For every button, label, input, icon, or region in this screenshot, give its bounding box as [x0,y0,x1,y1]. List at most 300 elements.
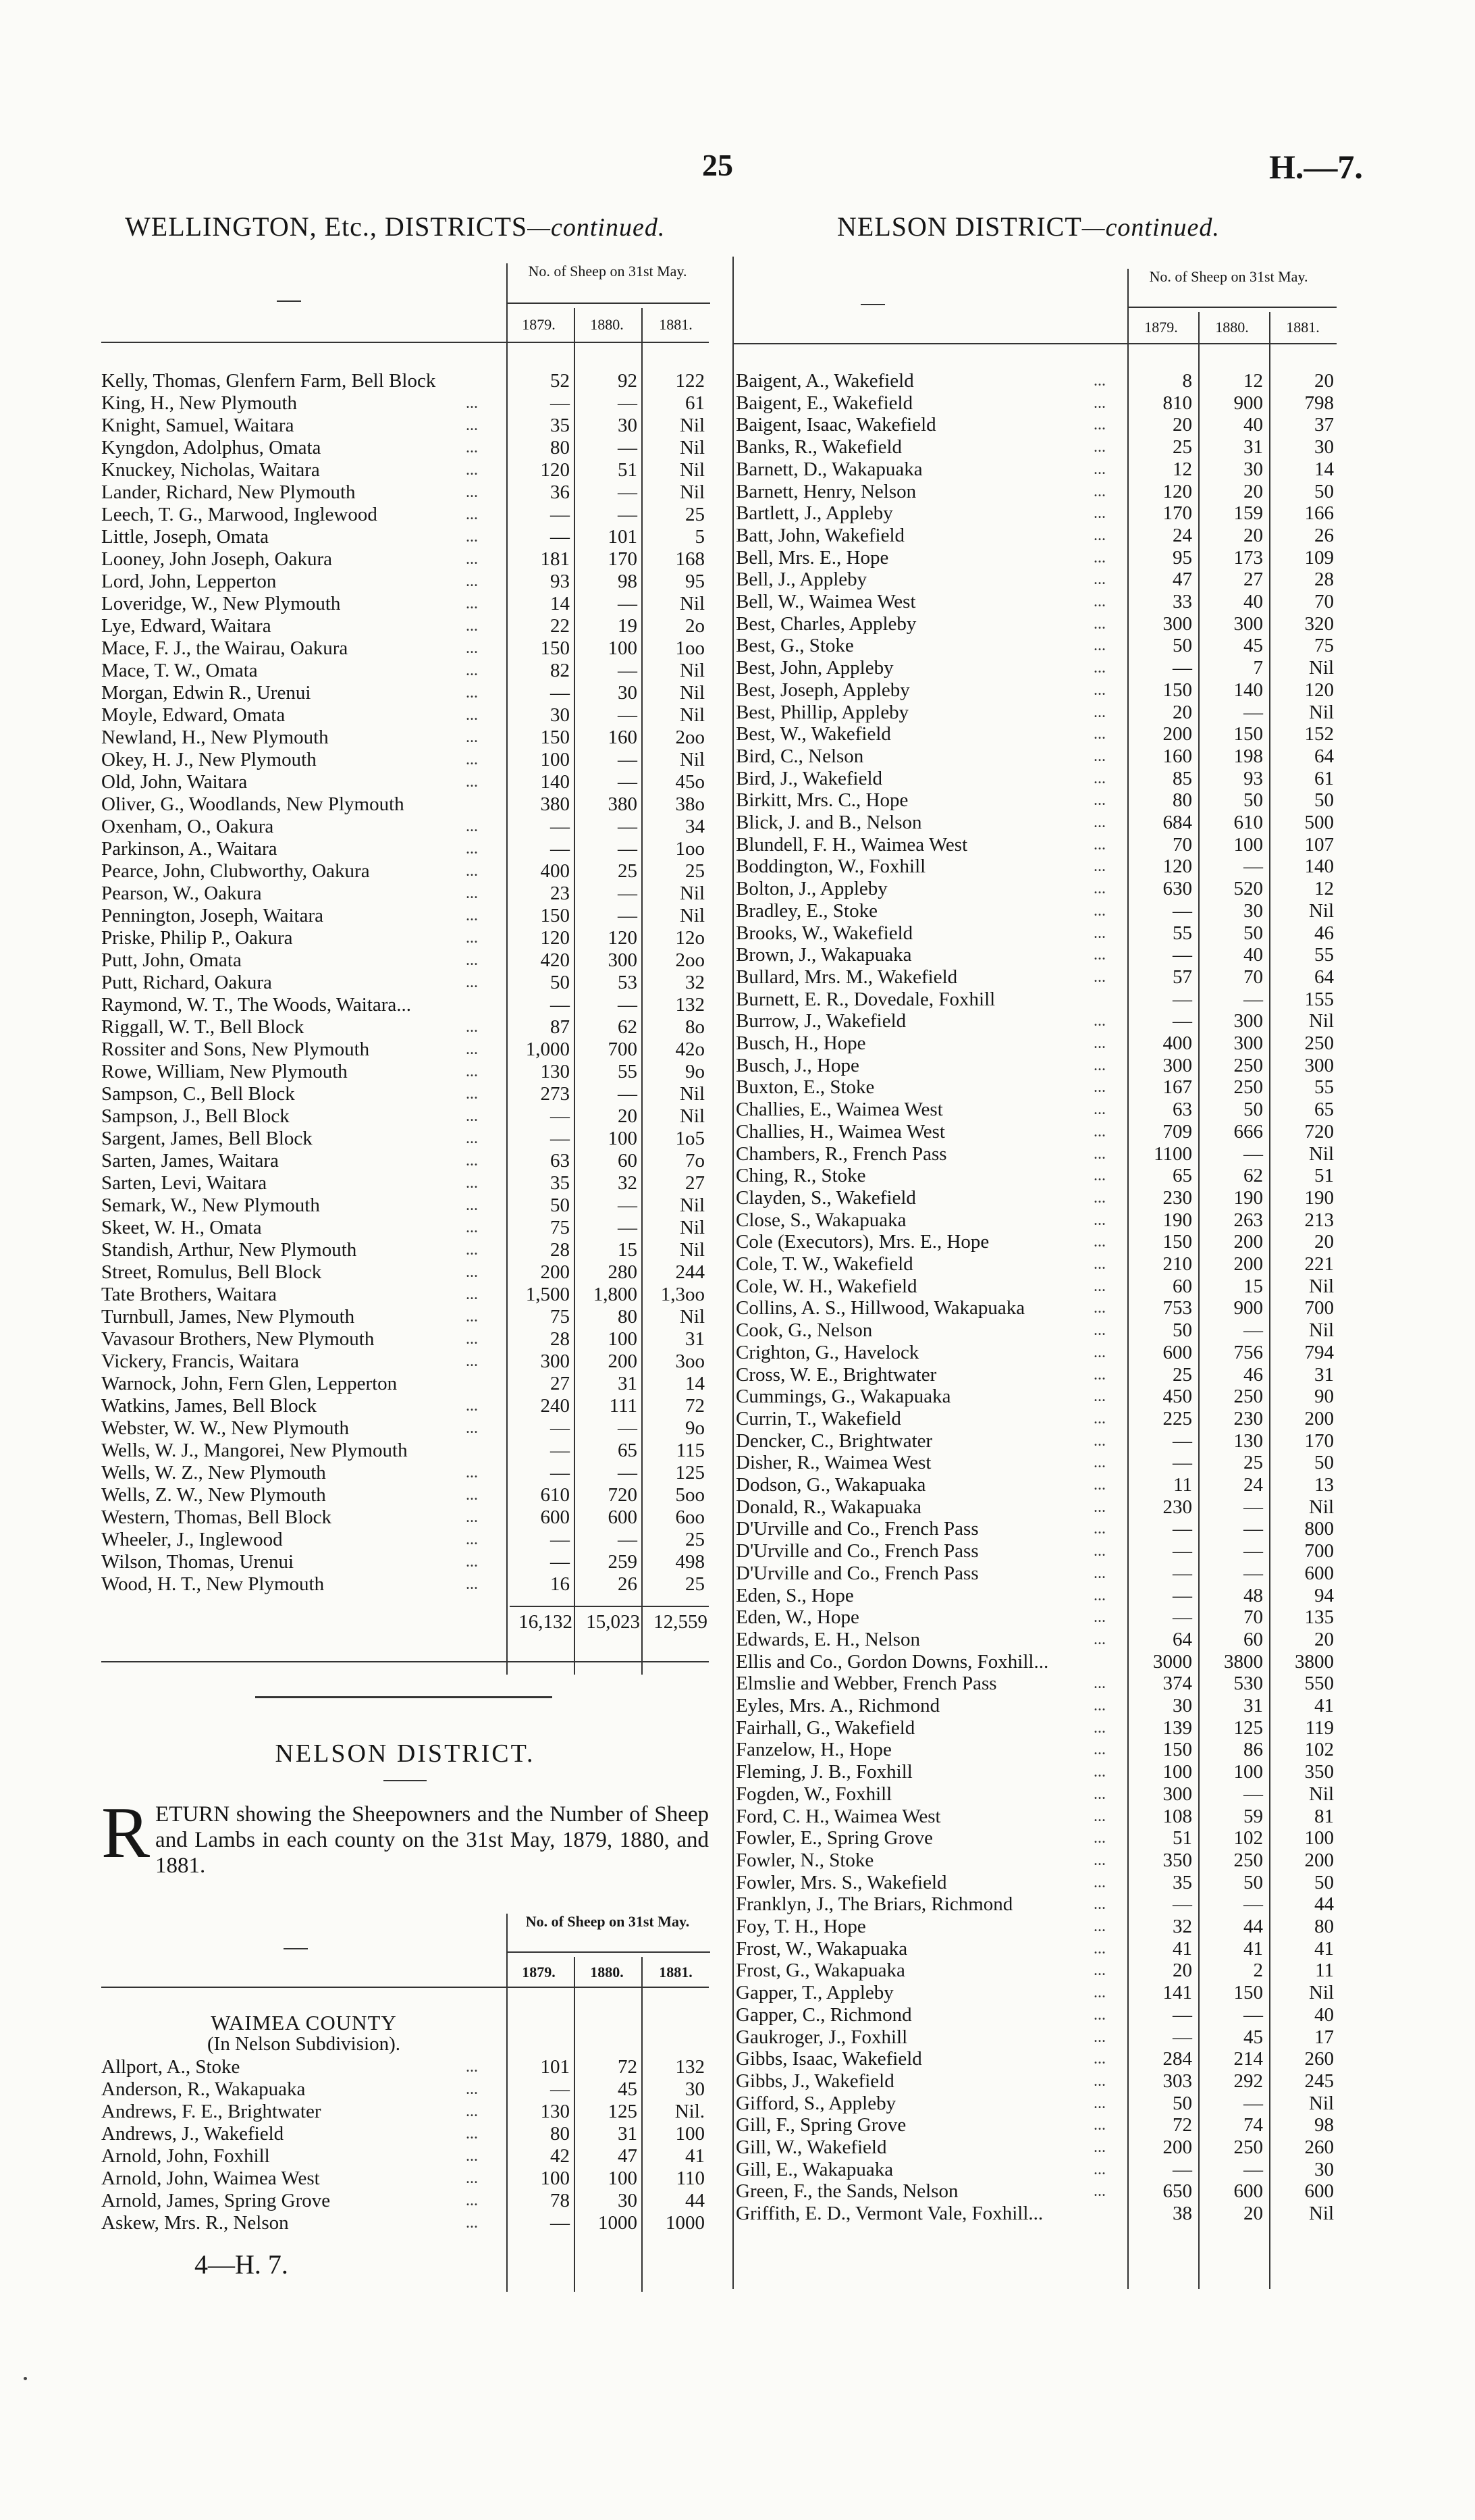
sheep-count-1881: 109 [1304,546,1334,569]
owner-name: Lord, John, Lepperton [101,571,277,592]
wellington-col-header: No. of Sheep on 31st May. [528,263,687,280]
sheep-count-1881: 720 [1304,1120,1334,1143]
wellington-heading-suffix: —continued. [527,213,666,242]
print-speck [24,2377,27,2380]
sheep-count-1879: 72 [1173,2114,1192,2136]
owner-name: Knuckey, Nicholas, Waitara [101,459,320,481]
table-row [101,949,709,972]
sheep-count-1881: Nil [1308,1143,1334,1165]
sheep-count-1881: 70 [1314,591,1334,612]
sheep-count-1881: 25 [685,504,705,525]
sheep-count-1880: 280 [608,1261,637,1283]
leader-dots: ... [1094,1785,1106,1803]
sheep-count-1880: 150 [1233,723,1263,745]
owner-name: Watkins, James, Bell Block [101,1395,317,1417]
sheep-count-1881: 30 [1314,436,1334,458]
owner-name: Best, Phillip, Appleby [736,701,909,723]
sheep-count-1879: 50 [1173,1319,1192,1342]
owner-name: Pennington, Joseph, Waitara [101,905,323,926]
sheep-count-1880: 150 [1233,1982,1263,2004]
sheep-count-1879: — [550,1417,570,1439]
sheep-count-1879: 300 [1162,1783,1192,1805]
sheep-count-1879: 450 [1162,1386,1192,1408]
sheep-count-1879: — [1173,1429,1192,1452]
sheep-count-1881: 30 [1314,2158,1334,2180]
owner-name: Wells, W. J., Mangorei, New Plymouth [101,1440,408,1461]
sheep-count-1880: — [618,749,637,770]
table-row [736,2026,1337,2049]
owner-name: Gibbs, Isaac, Wakefield [736,2048,922,2070]
leader-dots: ... [466,1241,478,1259]
table-row [736,1518,1337,1540]
sheep-count-1880: 50 [1243,1871,1263,1893]
sheep-count-1881: Nil [679,883,705,904]
sheep-count-1879: 23 [550,883,570,904]
owner-name: Collins, A. S., Hillwood, Wakapuaka [736,1297,1025,1319]
table-row [736,989,1337,1011]
table-row [736,1231,1337,1253]
owner-name: Andrews, J., Wakefield [101,2123,284,2145]
sheep-count-1881: 115 [676,1440,705,1461]
sheep-count-1879: — [550,682,570,704]
sheep-count-1880: 2 [1253,1960,1263,1982]
sheep-count-1879: 600 [1162,1341,1192,1363]
owner-name: Barnett, D., Wakapuaka [736,458,923,480]
sheep-count-1880: — [618,704,637,726]
owner-name: Cummings, G., Wakapuaka [736,1386,951,1408]
owner-name: Dodson, G., Wakapuaka [736,1474,926,1496]
footer-mark: 4—H. 7. [194,2249,288,2280]
sheep-count-1880: 48 [1243,1584,1263,1606]
sheep-count-1879: 20 [1173,701,1192,723]
sheep-count-1881: Nil [679,682,705,704]
sheep-count-1880: — [1243,988,1263,1010]
table-row [101,771,709,793]
nelson-intro-year-1881: 1881. [659,1964,693,1980]
leader-dots: ... [1094,1829,1106,1847]
table-row [736,1386,1337,1408]
leader-dots: ... [1094,504,1106,523]
table-row [736,1408,1337,1430]
sheep-count-1881: 41 [1314,1937,1334,1960]
sheep-count-1879: 200 [1162,723,1192,745]
sheep-count-1879: — [550,392,570,414]
leader-dots: ... [1094,1454,1106,1472]
sheep-count-1879: 35 [1173,1871,1192,1893]
sheep-count-1880: 93 [1243,767,1263,789]
leader-dots: ... [466,773,478,791]
table-row [736,768,1337,790]
table-row [101,1016,709,1039]
sheep-count-1879: 87 [550,1016,570,1038]
sheep-count-1879: 400 [540,860,570,882]
nelson-cont-col-header: No. of Sheep on 31st May. [1149,268,1308,285]
sheep-count-1881: 2oo [675,727,705,748]
table-row [736,966,1337,989]
sheep-count-1881: 100 [675,2123,705,2145]
sheep-count-1879: 35 [550,415,570,436]
sheep-count-1879: — [550,1462,570,1484]
sheep-count-1881: 28 [1314,569,1334,591]
sheep-count-1879: 50 [1173,2092,1192,2114]
wellington-heading [125,211,665,242]
table-row [736,1452,1337,1474]
sheep-count-1879: 380 [540,793,570,815]
table-row [736,1010,1337,1032]
sheep-count-1880: 45 [618,2078,637,2100]
sheep-count-1880: 111 [609,1395,637,1417]
column-divider [732,257,734,2289]
sheep-count-1881: 31 [685,1328,705,1350]
owner-name: Ching, R., Stoke [736,1165,866,1187]
table-row [736,481,1337,503]
owner-name: Oliver, G., Woodlands, New Plymouth [101,793,404,815]
leader-dots: ... [466,528,478,546]
sheep-count-1880: 300 [1233,612,1263,635]
table-row [101,927,709,949]
sheep-count-1881: 7o [685,1150,705,1172]
owner-name: Baigent, Isaac, Wakefield [736,414,936,436]
leader-dots: ... [1094,460,1106,478]
sheep-count-1879: 63 [550,1150,570,1172]
leader-dots: ... [1094,1056,1106,1074]
leader-dots: ... [466,862,478,880]
sheep-count-1881: Nil [679,1105,705,1127]
sheep-count-1879: 303 [1162,2070,1192,2092]
owner-name: Moyle, Edward, Omata [101,704,286,726]
table-row [736,944,1337,966]
table-row [736,2093,1337,2115]
table-row [101,1039,709,1061]
sheep-count-1881: 20 [1314,370,1334,392]
table-row [736,1629,1337,1651]
table-row [101,415,709,437]
sheep-count-1880: — [1243,1496,1263,1518]
owner-name: Semark, W., New Plymouth [101,1195,320,1216]
sheep-count-1881: Nil [679,1083,705,1105]
owner-name: Parkinson, A., Waitara [101,838,277,860]
table-row [736,878,1337,900]
sheep-count-1880: 31 [618,2123,637,2145]
sheep-count-1881: Nil [679,1195,705,1216]
leader-dots: ... [466,840,478,858]
return-text: ETURN showing the Sheepowners and the Number of Sheep and Lambs in each county on the 31st May, 1879, 1880, and 1881. [155,1802,709,1878]
sheep-count-1881: 27 [685,1172,705,1194]
sheep-count-1879: 51 [1173,1827,1192,1849]
sheep-count-1880: 214 [1233,2048,1263,2070]
leader-dots: ... [466,1018,478,1036]
sheep-count-1881: Nil [1308,1982,1334,2004]
sheep-count-1881: 125 [675,1462,705,1484]
sheep-count-1881: 1000 [666,2212,705,2234]
sheep-count-1879: 150 [540,905,570,926]
table-row [101,637,709,660]
sheep-count-1881: 25 [685,1529,705,1550]
sheep-count-1879: 284 [1162,2048,1192,2070]
sheep-count-1880: 46 [1243,1363,1263,1386]
sheep-count-1881: 55 [1314,1076,1334,1099]
sheep-count-1879: 684 [1162,812,1192,833]
owner-name: Warnock, John, Fern Glen, Lepperton [101,1373,398,1394]
table-row [101,1105,709,1128]
leader-dots: ... [1094,791,1106,810]
sheep-count-1881: 3800 [1295,1650,1334,1673]
sheep-count-1880: 80 [618,1306,637,1328]
page-number: 25 [702,148,733,182]
leader-dots: ... [1094,968,1106,986]
table-row [101,1195,709,1217]
owner-name: Vavasour Brothers, New Plymouth [101,1328,375,1350]
owner-name: Fleming, J. B., Foxhill [736,1761,913,1783]
sheep-count-1879: 160 [1162,745,1192,767]
table-row [736,702,1337,724]
owner-name: Busch, H., Hope [736,1032,866,1054]
sheep-count-1879: 600 [540,1506,570,1528]
table-row [101,972,709,994]
sheep-count-1880: 25 [1243,1452,1263,1474]
table-row [736,2114,1337,2136]
sheep-count-1881: 140 [1304,856,1334,878]
leader-dots: ... [1094,1873,1106,1891]
sheep-count-1880: 263 [1233,1209,1263,1231]
sheep-count-1880: 610 [1233,812,1263,833]
sheep-count-1881: 798 [1304,392,1334,414]
sheep-count-1880: 259 [608,1551,637,1573]
sheep-count-1881: 170 [1304,1429,1334,1452]
sheep-count-1879: 709 [1162,1120,1192,1143]
sheep-count-1881: 600 [1304,2180,1334,2203]
owner-name: King, H., New Plymouth [101,392,297,414]
sheep-count-1879: 57 [1173,966,1192,988]
leader-dots: ... [1094,2182,1106,2201]
sheep-count-1879: 100 [540,749,570,770]
table-row [736,1827,1337,1849]
sheep-count-1879: 374 [1162,1673,1192,1695]
sheep-count-1881: 5 [695,526,705,548]
nelson-intro-year-1880: 1880. [590,1964,624,1980]
sheep-count-1879: — [1173,2026,1192,2048]
sheep-count-1880: 230 [1233,1407,1263,1429]
sheep-count-1880: — [1243,1783,1263,1805]
table-row [736,1806,1337,1828]
sheep-count-1881: Nil [679,1239,705,1261]
sheep-count-1879: — [1173,1893,1192,1916]
table-row [736,679,1337,702]
sheep-count-1880: 15 [618,1239,637,1261]
sheep-count-1880: 120 [608,927,637,949]
leader-dots: ... [1094,681,1106,699]
leader-dots: ... [1094,747,1106,765]
sheep-count-1880: 50 [1243,1099,1263,1121]
sheep-count-1879: 82 [550,660,570,681]
sheep-count-1880: 666 [1233,1120,1263,1143]
table-row [101,682,709,704]
sheep-count-1881: 155 [1304,988,1334,1010]
sheep-count-1880: 900 [1233,392,1263,414]
leader-dots: ... [1094,1034,1106,1052]
sheep-count-1879: 141 [1162,1982,1192,2004]
table-row [736,1916,1337,1938]
sheep-count-1879: 120 [1162,856,1192,878]
sheep-count-1880: 15 [1243,1275,1263,1297]
table-row [736,547,1337,569]
sheep-count-1880: 292 [1233,2070,1263,2092]
table-row [736,1496,1337,1519]
wellington-total-rule [510,1606,709,1607]
owner-name: Best, G., Stoke [736,635,854,657]
sheep-count-1880: 300 [1233,1010,1263,1032]
sheep-count-1880: 3800 [1224,1650,1263,1673]
sheep-count-1879: — [1173,1606,1192,1629]
sheep-count-1880: 173 [1233,546,1263,569]
owner-name: Cole, W. H., Wakefield [736,1275,917,1297]
leader-dots: ... [466,885,478,902]
leader-dots: ... [1094,372,1106,390]
table-row [101,1172,709,1195]
sheep-count-1880: 100 [608,1328,637,1350]
sheep-count-1881: 98 [1314,2114,1334,2136]
nelson-intro-col-header: No. of Sheep on 31st May. [525,1913,690,1930]
sheep-count-1879: — [550,1105,570,1127]
leader-dots: ... [1094,1608,1106,1627]
leader-dots: ... [466,1197,478,1214]
sheep-count-1880: — [618,481,637,503]
leader-dots: ... [466,2080,478,2098]
table-row [736,2159,1337,2181]
sheep-count-1880: 32 [618,1172,637,1194]
leader-dots: ... [1094,924,1106,942]
leader-dots: ... [1094,1542,1106,1560]
owner-name: Wheeler, J., Inglewood [101,1529,283,1550]
owner-name: Turnbull, James, New Plymouth [101,1306,355,1328]
document-reference: H.—7. [1269,148,1363,186]
sheep-count-1880: 20 [618,1105,637,1127]
sheep-count-1881: 213 [1304,1209,1334,1231]
owner-name: Putt, John, Omata [101,949,242,971]
owner-name: Bolton, J., Appleby [736,878,888,900]
owner-name: Kelly, Thomas, Glenfern Farm, Bell Block [101,370,436,392]
sheep-count-1880: 1,800 [593,1284,637,1305]
sheep-count-1880: — [618,1529,637,1550]
sheep-count-1880: 20 [1243,480,1263,502]
sheep-count-1880: — [1243,1540,1263,1563]
sheep-count-1881: 34 [685,816,705,837]
sheep-count-1881: 30 [685,2078,705,2100]
sheep-count-1881: 132 [675,994,705,1016]
sheep-count-1880: 159 [1233,502,1263,525]
sheep-count-1880: 47 [618,2145,637,2167]
sheep-count-1879: 273 [540,1083,570,1105]
sheep-count-1881: 20 [1314,1628,1334,1650]
nelson-title-rule [383,1780,427,1781]
sheep-count-1881: 2o [685,615,705,637]
owner-name: Arnold, John, Waimea West [101,2168,320,2189]
leader-dots: ... [1094,1741,1106,1759]
sheep-count-1879: 150 [1162,1231,1192,1253]
sheep-count-1881: 250 [1304,1032,1334,1054]
sheep-count-1879: — [1173,2003,1192,2026]
sheep-count-1880: 125 [608,2101,637,2122]
sheep-count-1881: 61 [1314,767,1334,789]
table-row [736,1165,1337,1187]
leader-dots: ... [1094,1675,1106,1693]
sheep-count-1879: 200 [1162,2136,1192,2158]
sheep-count-1879: 101 [540,2056,570,2078]
owner-name: Burrow, J., Wakefield [736,1010,907,1032]
table-row [101,2123,709,2145]
sheep-count-1881: 50 [1314,789,1334,812]
sheep-count-1879: 420 [540,949,570,971]
owner-name: Bird, C., Nelson [736,745,864,767]
leader-dots: ... [1094,1388,1106,1406]
table-row [101,1551,709,1573]
sheep-count-1879: 78 [550,2190,570,2211]
sheep-count-1880: 600 [608,1506,637,1528]
sheep-count-1881: 75 [1314,635,1334,657]
leader-dots: ... [1094,1145,1106,1163]
owner-name: Cook, G., Nelson [736,1319,873,1342]
owner-name: D'Urville and Co., French Pass [736,1540,979,1563]
sheep-count-1880: — [618,816,637,837]
wellington-year-1879: 1879. [522,316,556,333]
owner-name: Fowler, Mrs. S., Wakefield [736,1871,947,1893]
sheep-count-1879: 80 [550,2123,570,2145]
table-row [101,883,709,905]
leader-dots: ... [466,394,478,412]
sheep-count-1881: 95 [685,571,705,592]
table-row [736,922,1337,945]
table-row [101,1440,709,1462]
leader-dots: ... [1094,1476,1106,1494]
owner-name: Buxton, E., Stoke [736,1076,875,1099]
owner-name: D'Urville and Co., French Pass [736,1562,979,1584]
table-row [736,723,1337,745]
table-row [736,1364,1337,1386]
sheep-count-1880: 20 [1243,2203,1263,2225]
leader-dots: ... [1094,1918,1106,1935]
owner-name: Looney, John Joseph, Oakura [101,548,333,570]
leader-dots: ... [1094,2005,1106,2024]
sheep-count-1879: — [1173,1452,1192,1474]
sheep-count-1880: 7 [1253,657,1263,679]
sheep-count-1879: 300 [1162,612,1192,635]
nelson-intro-year-1879: 1879. [522,1964,556,1980]
table-row [101,1328,709,1350]
table-row [736,502,1337,525]
sheep-count-1881: 65 [1314,1099,1334,1121]
table-row [101,727,709,749]
table-row [101,571,709,593]
owner-name: Crighton, G., Havelock [736,1341,919,1363]
nelson-cont-heading-suffix: —continued. [1081,213,1220,242]
sheep-count-1879: 28 [550,1239,570,1261]
sheep-count-1881: 55 [1314,944,1334,966]
sheep-count-1879: 120 [540,459,570,481]
sheep-count-1879: 210 [1162,1253,1192,1275]
subdivision-heading: (In Nelson Subdivision). [207,2033,400,2055]
leader-dots: ... [466,1174,478,1192]
owner-name: Fowler, E., Spring Grove [736,1827,934,1849]
leader-dots: ... [1094,2072,1106,2090]
leader-dots: ... [466,550,478,568]
sheep-count-1881: 61 [685,392,705,414]
table-row [736,1563,1337,1585]
sheep-count-1880: 102 [1233,1827,1263,1849]
table-row [101,1284,709,1306]
sheep-count-1880: — [618,771,637,793]
sheep-count-1880: 70 [1243,1606,1263,1629]
sheep-count-1880: 1000 [598,2212,637,2234]
